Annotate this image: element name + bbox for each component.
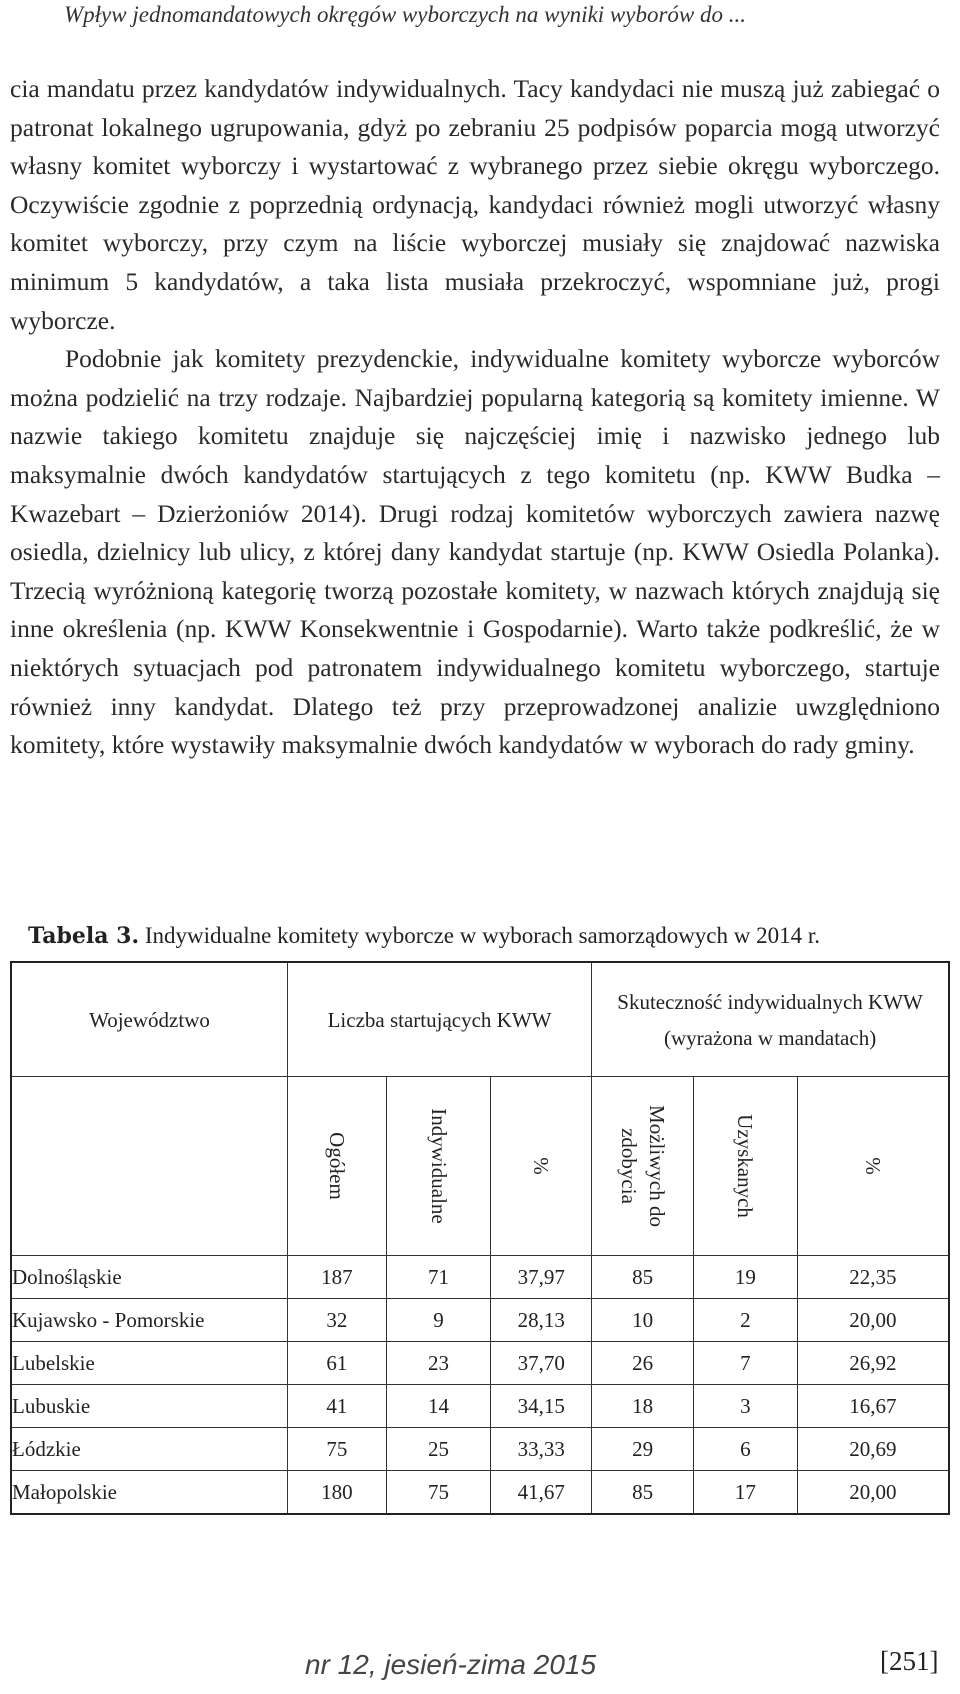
header-percent-2: % (797, 1077, 949, 1256)
cell-individual: 14 (386, 1385, 491, 1428)
header-effectiveness-group: Skuteczność indywidualnych KWW (wyrażona w mandatach) (592, 962, 949, 1077)
header-kww-group: Liczba startujących KWW (287, 962, 591, 1077)
cell-possible: 85 (592, 1256, 694, 1299)
table-row (11, 1471, 949, 1515)
cell-possible: 18 (592, 1385, 694, 1428)
cell-obtained: 19 (693, 1256, 797, 1299)
table-caption (28, 922, 938, 950)
cell-percent-mandates: 20,00 (797, 1471, 949, 1515)
cell-percent: 37,97 (491, 1256, 592, 1299)
header-region: Województwo (11, 962, 287, 1077)
cell-region: Lubelskie (11, 1342, 287, 1385)
table-caption-text: Indywidualne komitety wyborcze w wyborach samorządowych w 2014 r. (144, 923, 821, 948)
cell-total: 32 (287, 1299, 386, 1342)
cell-percent-mandates: 22,35 (797, 1256, 949, 1299)
header-possible: Możliwych do zdobycia (592, 1077, 694, 1256)
cell-percent: 37,70 (491, 1342, 592, 1385)
cell-region: Łódzkie (11, 1428, 287, 1471)
cell-percent: 41,67 (491, 1471, 592, 1515)
cell-total: 41 (287, 1385, 386, 1428)
body-text (10, 70, 940, 765)
cell-individual: 75 (386, 1471, 491, 1515)
table-row (11, 1385, 949, 1428)
table-row (11, 1299, 949, 1342)
header-region-blank (11, 1077, 287, 1256)
header-percent-1: % (491, 1077, 592, 1256)
cell-percent-mandates: 20,69 (797, 1428, 949, 1471)
cell-obtained: 17 (693, 1471, 797, 1515)
cell-possible: 85 (592, 1471, 694, 1515)
cell-possible: 29 (592, 1428, 694, 1471)
cell-region: Kujawsko - Pomorskie (11, 1299, 287, 1342)
cell-total: 187 (287, 1256, 386, 1299)
table-row (11, 1342, 949, 1385)
footer-issue: nr 12, jesień-zima 2015 (305, 1649, 597, 1680)
table-row (11, 1428, 949, 1471)
header-total: Ogółem (287, 1077, 386, 1256)
data-table (10, 961, 950, 1515)
running-header: Wpływ jednomandatowych okręgów wyborczych na wyniki wyborów do ... (64, 2, 747, 27)
cell-possible: 10 (592, 1299, 694, 1342)
cell-total: 75 (287, 1428, 386, 1471)
cell-total: 180 (287, 1471, 386, 1515)
table-caption-label: Tabela 3. (28, 923, 140, 949)
cell-individual: 23 (386, 1342, 491, 1385)
paragraph-1: cia mandatu przez kandydatów indywidualnych. Tacy kandydaci nie muszą już zabiegać o patronat lokalnego ugrupowania, gdyż po zebraniu 25 podpisów poparcia mogą utworzyć własny komitet wyborczy i wystartować z wybranego przez siebie okręgu wyborczego. Oczywiście zgodnie z poprzednią ordynacją, kandydaci również mogli utworzyć własny komitet wyborczy, przy czym na liście wyborczej musiały się znajdować nazwiska minimum 5 kandydatów, a taka lista musiała przekroczyć, wspomniane już, progi wyborcze. (10, 74, 940, 335)
cell-percent-mandates: 20,00 (797, 1299, 949, 1342)
cell-percent-mandates: 26,92 (797, 1342, 949, 1385)
cell-region: Małopolskie (11, 1471, 287, 1515)
cell-region: Dolnośląskie (11, 1256, 287, 1299)
cell-percent: 33,33 (491, 1428, 592, 1471)
cell-total: 61 (287, 1342, 386, 1385)
page-number: [251] (880, 1646, 939, 1676)
cell-individual: 71 (386, 1256, 491, 1299)
cell-obtained: 2 (693, 1299, 797, 1342)
cell-percent: 28,13 (491, 1299, 592, 1342)
cell-obtained: 7 (693, 1342, 797, 1385)
cell-individual: 9 (386, 1299, 491, 1342)
paragraph-2: Podobnie jak komitety prezydenckie, indywidualne komitety wyborcze wyborców można podzielić na trzy rodzaje. Najbardziej popularną kategorią są komitety imienne. W nazwie takiego komitetu znajduje się najczęściej imię i nazwisko jednego lub maksymalnie dwóch kandydatów startujących z tego komitetu (np. KWW Budka – Kwazebart – Dzierżoniów 2014). Drugi rodzaj komitetów wyborczych zawiera nazwę osiedla, dzielnicy lub ulicy, z której dany kandydat startuje (np. KWW Osiedla Polanka). Trzecią wyróżnioną kategorię tworzą pozostałe komitety, w nazwach których znajdują się inne określenia (np. KWW Konsekwentnie i Gospodarnie). Warto także podkreślić, że w niektórych sytuacjach pod patronatem indywidualnego komitetu wyborczego, startuje również inny kandydat. Dlatego też przy przeprowadzonej analizie uwzględniono komitety, które wystawiły maksymalnie dwóch kandydatów w wyborach do rady gminy. (10, 344, 940, 760)
cell-obtained: 3 (693, 1385, 797, 1428)
cell-individual: 25 (386, 1428, 491, 1471)
cell-region: Lubuskie (11, 1385, 287, 1428)
header-obtained: Uzyskanych (693, 1077, 797, 1256)
table-row (11, 1256, 949, 1299)
cell-possible: 26 (592, 1342, 694, 1385)
cell-obtained: 6 (693, 1428, 797, 1471)
header-individual: Indywidualne (386, 1077, 491, 1256)
cell-percent: 34,15 (491, 1385, 592, 1428)
cell-percent-mandates: 16,67 (797, 1385, 949, 1428)
